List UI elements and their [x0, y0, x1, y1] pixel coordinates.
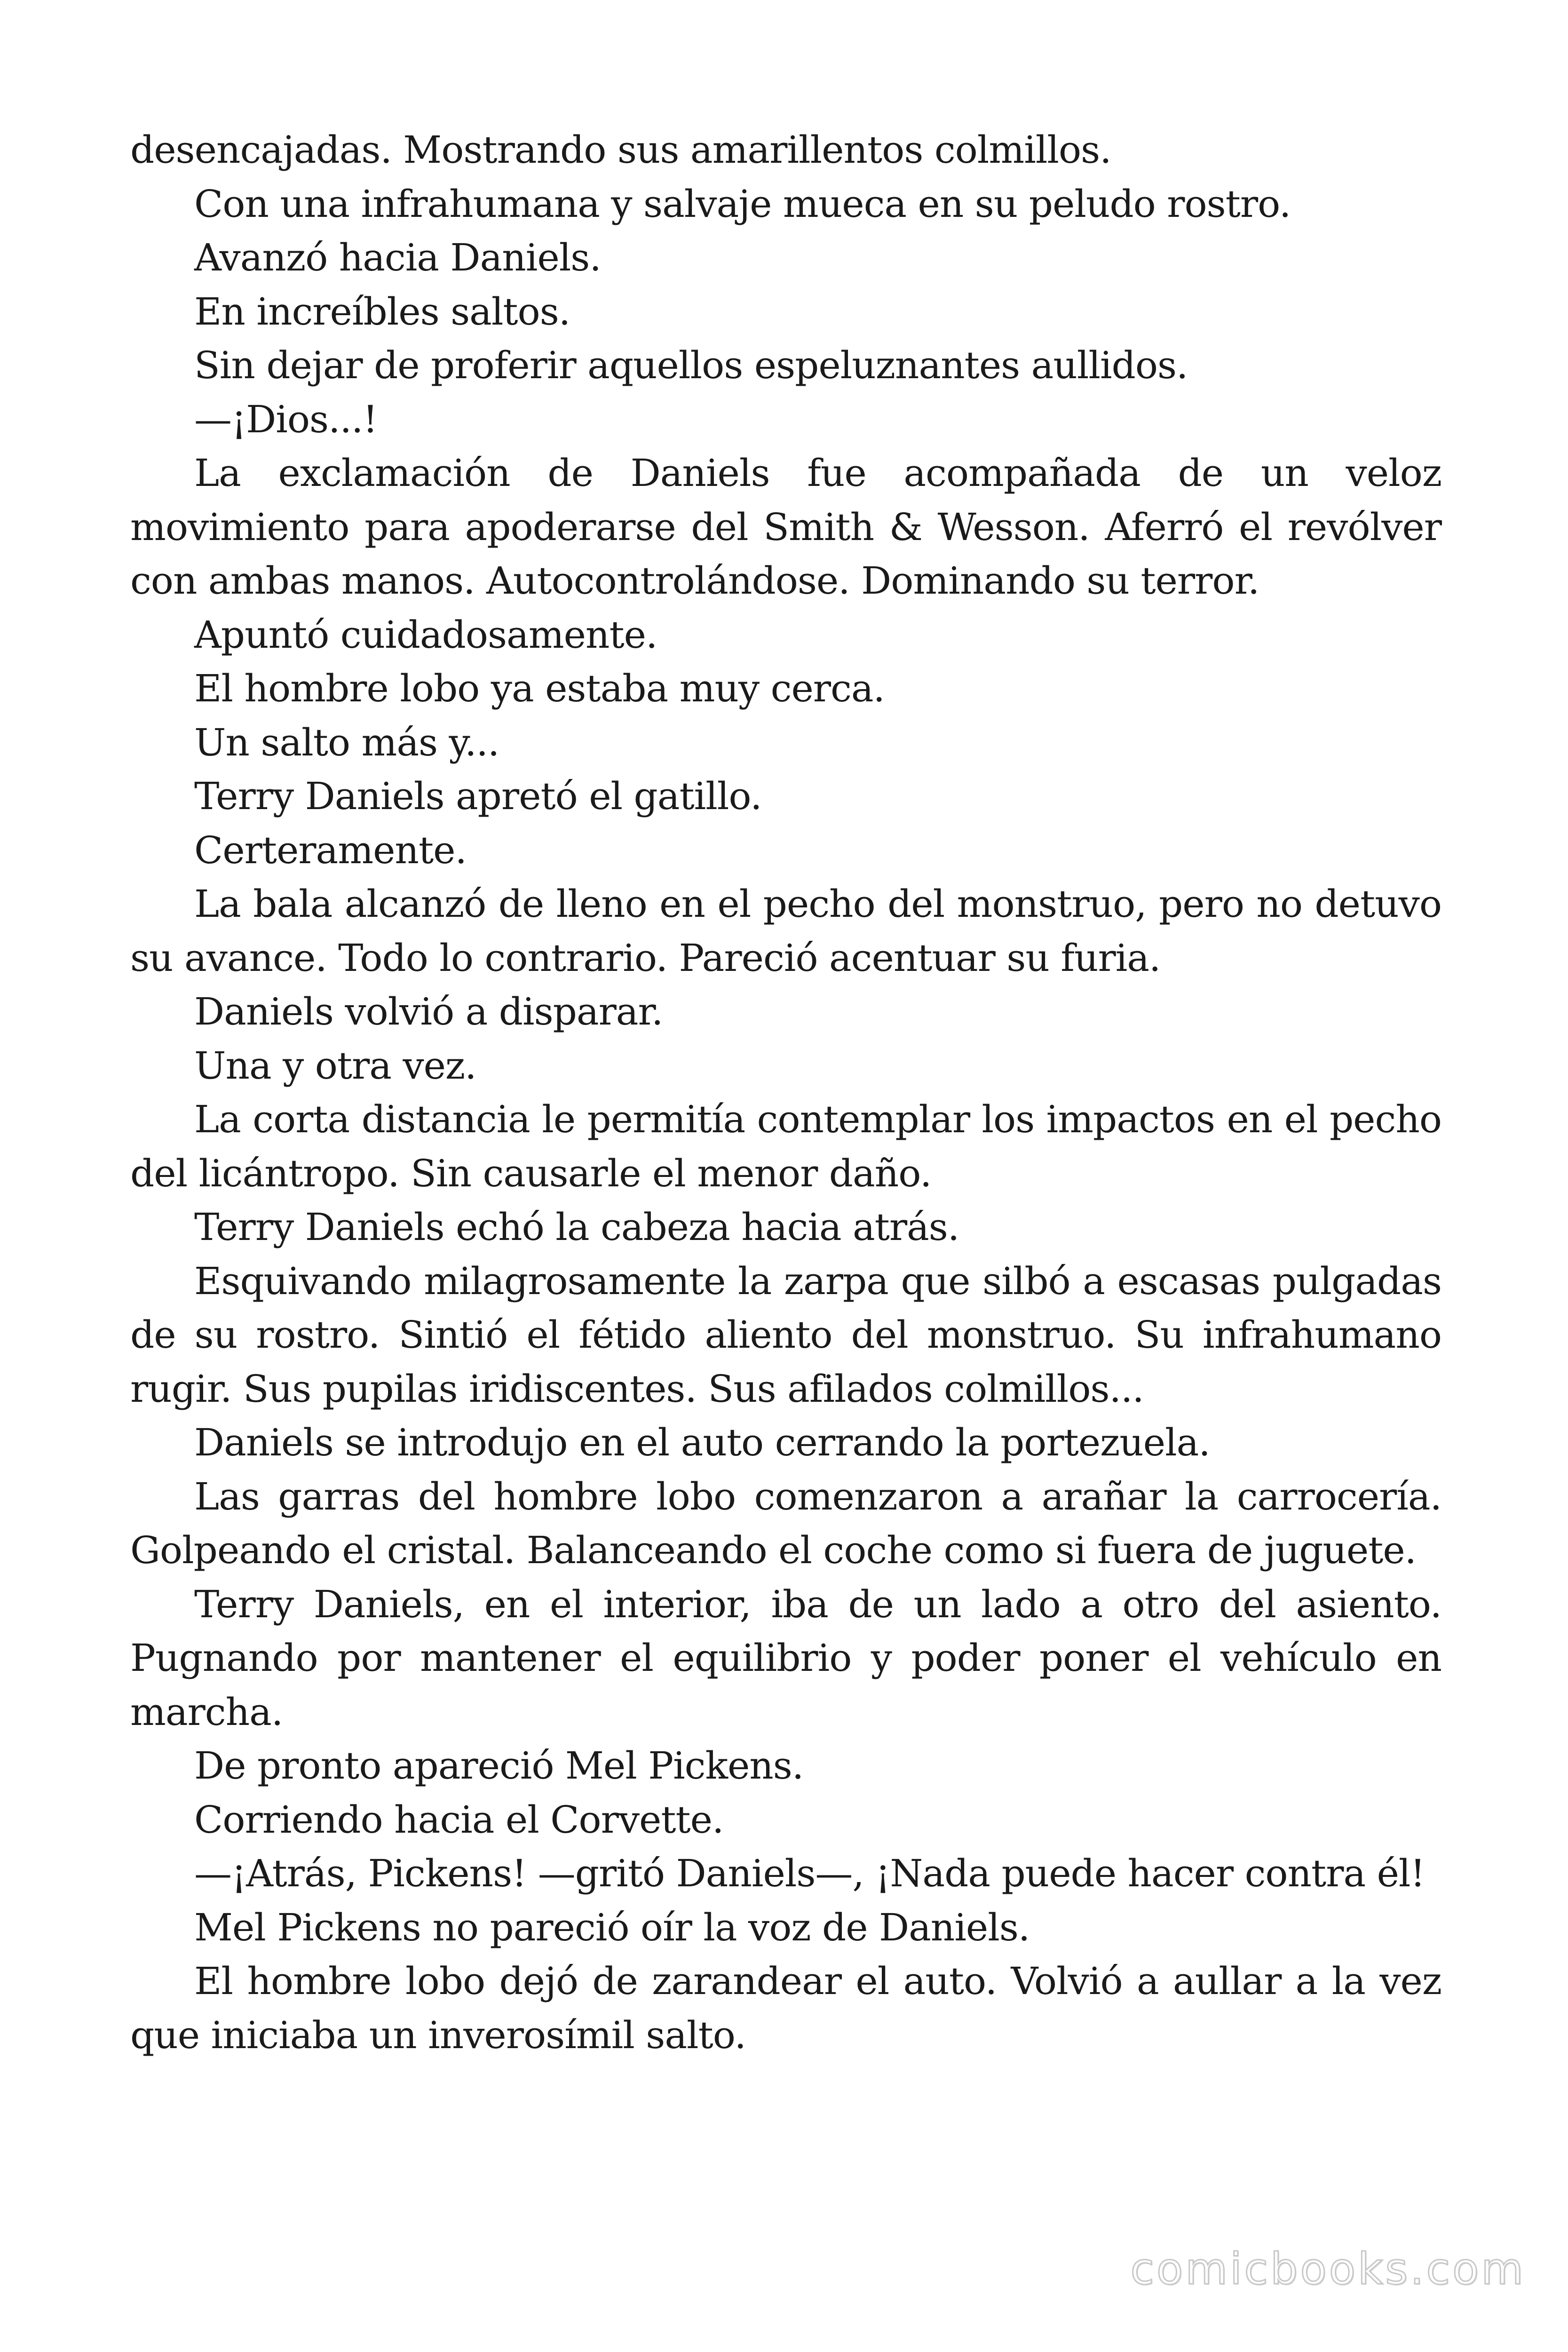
watermark: comicbooks.com [1130, 2244, 1526, 2294]
paragraph: —¡Atrás, Pickens! —gritó Daniels—, ¡Nada puede hacer contra él! [194, 1851, 1425, 1895]
paragraph: La bala alcanzó de lleno en el pecho del monstruo, pero no detuvo su avance. Todo lo contrario. Pareció acentuar su furia. [130, 882, 1441, 980]
paragraph: desencajadas. Mostrando sus amarillentos colmillos. [130, 128, 1111, 172]
paragraph: La exclamación de Daniels fue acompañada de un veloz movimiento para apoderarse del Smith & Wesson. Aferró el revólver con ambas manos. Autocontrolándose. Dominando su terror. [130, 451, 1441, 603]
paragraph: El hombre lobo ya estaba muy cerca. [194, 667, 885, 710]
paragraph: Un salto más y... [194, 720, 499, 764]
paragraph: El hombre lobo dejó de zarandear el auto. Volvió a aullar a la vez que iniciaba un inverosímil salto. [130, 1959, 1441, 2057]
paragraph: Sin dejar de proferir aquellos espeluznantes aullidos. [194, 343, 1188, 387]
paragraph: Esquivando milagrosamente la zarpa que silbó a escasas pulgadas de su rostro. Sintió el fétido aliento del monstruo. Su infrahumano rugir. Sus pupilas iridiscentes. Sus afilados colmillos... [130, 1259, 1441, 1411]
page-body [130, 123, 1441, 2062]
paragraph: Avanzó hacia Daniels. [194, 236, 601, 279]
paragraph: De pronto apareció Mel Pickens. [194, 1744, 804, 1788]
body-text [130, 123, 1441, 2062]
paragraph: Terry Daniels echó la cabeza hacia atrás. [194, 1205, 959, 1249]
paragraph: La corta distancia le permitía contemplar los impactos en el pecho del licántropo. Sin causarle el menor daño. [130, 1097, 1441, 1195]
paragraph: En increíbles saltos. [194, 289, 570, 334]
paragraph: Una y otra vez. [194, 1043, 476, 1088]
paragraph: Daniels se introdujo en el auto cerrando la portezuela. [194, 1421, 1210, 1464]
paragraph: Terry Daniels apretó el gatillo. [194, 774, 762, 818]
paragraph: Con una infrahumana y salvaje mueca en su peludo rostro. [194, 182, 1291, 226]
paragraph: —¡Dios...! [194, 397, 378, 441]
paragraph: Corriendo hacia el Corvette. [194, 1797, 724, 1842]
paragraph: Daniels volvió a disparar. [194, 990, 663, 1033]
paragraph: Certeramente. [194, 828, 467, 872]
paragraph: Las garras del hombre lobo comenzaron a arañar la carrocería. Golpeando el cristal. Balanceando el coche como si fuera de juguete. [130, 1474, 1441, 1572]
paragraph: Mel Pickens no pareció oír la voz de Daniels. [194, 1905, 1030, 1949]
paragraph: Apuntó cuidadosamente. [194, 612, 657, 657]
paragraph: Terry Daniels, en el interior, iba de un lado a otro del asiento. Pugnando por mantener el equilibrio y poder poner el vehículo en marcha. [130, 1582, 1441, 1734]
